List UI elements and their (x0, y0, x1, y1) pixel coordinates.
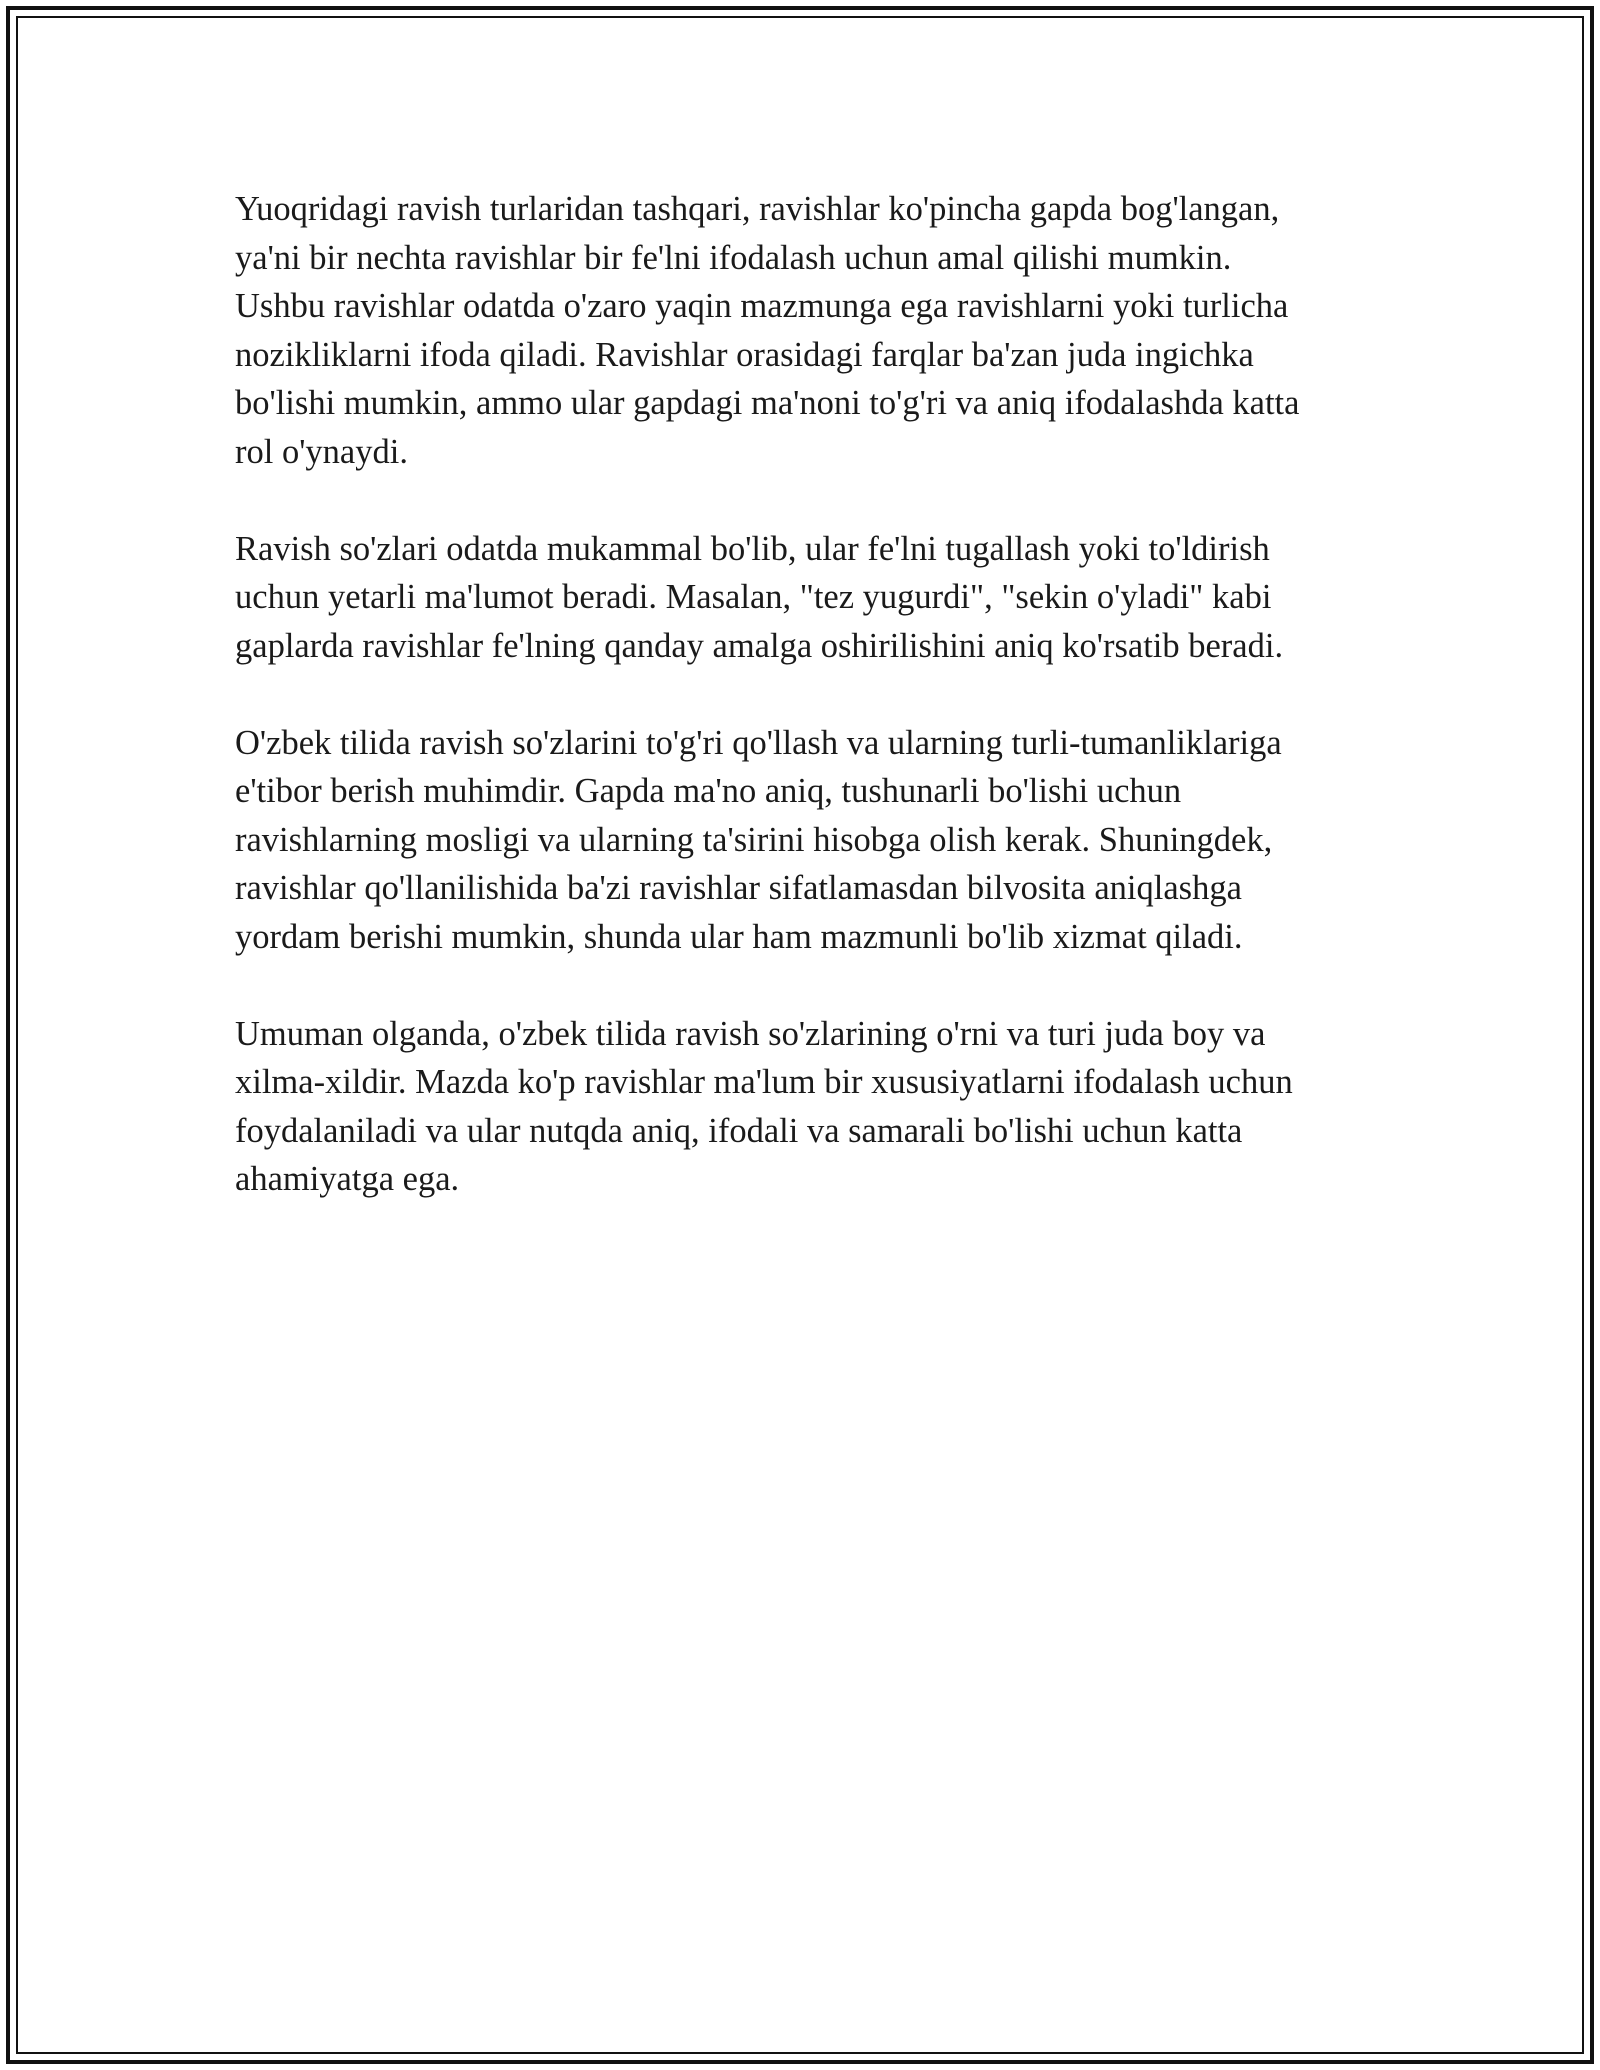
paragraph-1: Yuoqridagi ravish turlaridan tashqari, ravishlar ko'pincha gapda bog'langan, ya'ni bir nechta ravishlar bir fe'lni ifodalash uchun amal qilishi mumkin. Ushbu ravishlar odatda o'zaro yaqin mazmunga ega ravishlarni yoki turlicha nozikliklarni ifoda qiladi. Ravishlar orasidagi farqlar ba'zan juda ingichka bo'lishi mumkin, ammo ular gapdagi ma'noni to'g'ri va aniq ifodalashda katta rol o'ynaydi. (235, 190, 1300, 471)
paragraph-3: O'zbek tilida ravish so'zlarini to'g'ri qo'llash va ularning turli-tumanliklariga e'tibor berish muhimdir. Gapda ma'no aniq, tushunarli bo'lishi uchun ravishlarning mosligi va ularning ta'sirini hisobga olish kerak. Shuningdek, ravishlar qo'llanilishida ba'zi ravishlar sifatlamasdan bilvosita aniqlashga yordam berishi mumkin, shunda ular ham mazmunli bo'lib xizmat qiladi. (235, 723, 1282, 956)
paragraph-4: Umuman olganda, o'zbek tilida ravish so'zlarining o'rni va turi juda boy va xilma-xildir. Mazda ko'p ravishlar ma'lum bir xususiyatlarni ifodalash uchun foydalaniladi va ular nutqda aniq, ifodali va samarali bo'lishi uchun katta ahamiyatga ega. (235, 1014, 1293, 1198)
paragraph-2: Ravish so'zlari odatda mukammal bo'lib, ular fe'lni tugallash yoki to'ldirish uchun yetarli ma'lumot beradi. Masalan, "tez yugurdi", "sekin o'yladi" kabi gaplarda ravishlar fe'lning qanday amalga oshirilishini aniq ko'rsatib beradi. (235, 529, 1284, 665)
document-body (235, 185, 1375, 1252)
